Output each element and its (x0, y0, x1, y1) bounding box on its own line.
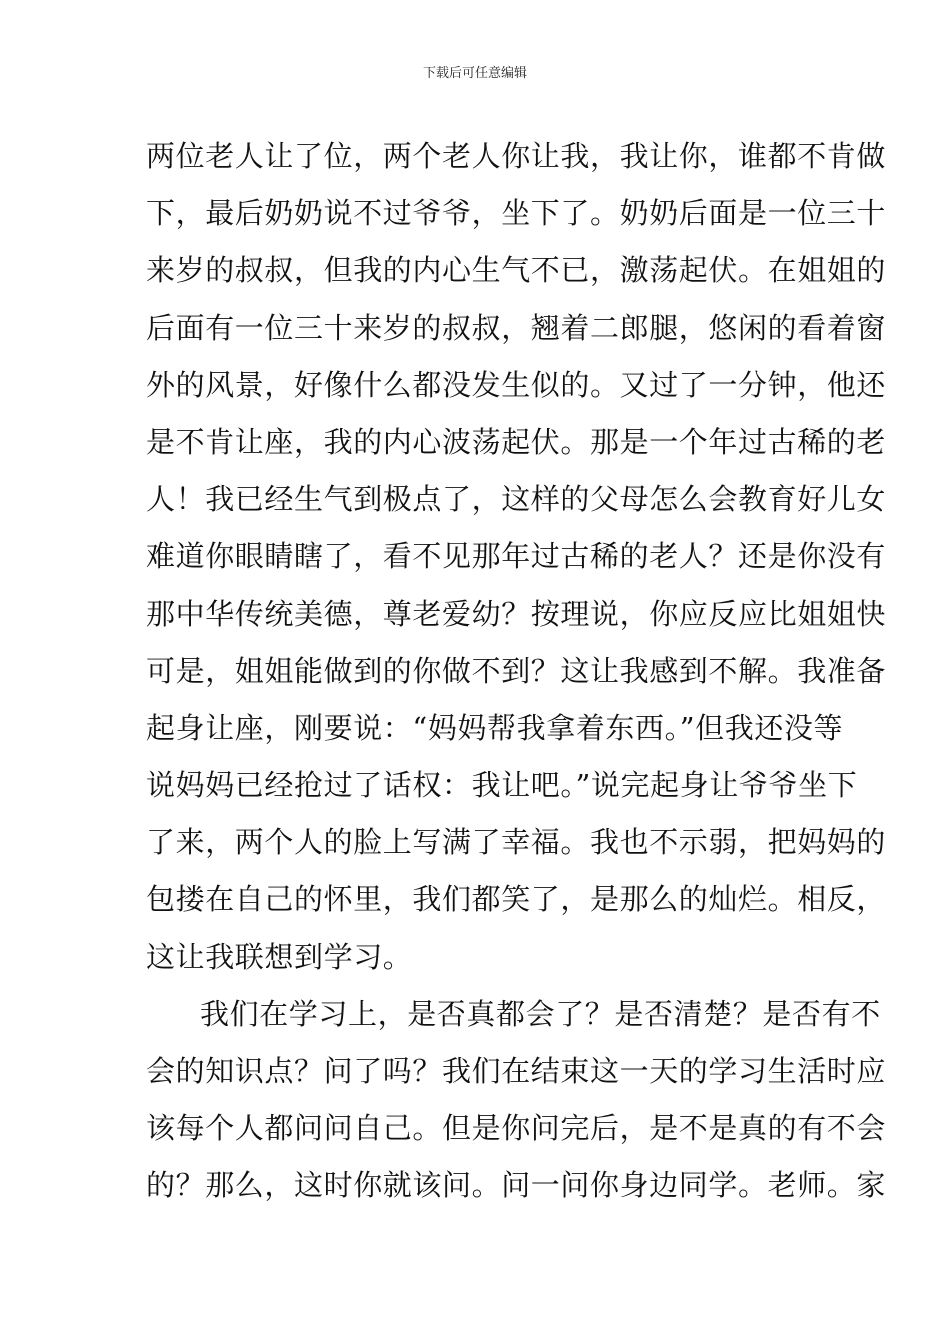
text-line: 了来，两个人的脸上写满了幸福。我也不示弱，把妈妈的 (146, 825, 887, 860)
text-line: 该每个人都问问自己。但是你问完后，是不是真的有不会 (146, 1111, 887, 1146)
text-line: 后面有一位三十来岁的叔叔，翘着二郎腿，悠闲的看着窗 (146, 310, 887, 345)
paragraph-first-line: 我们在学习上，是否真都会了？是否清楚？是否有不 (200, 996, 881, 1031)
text-line: 下，最后奶奶说不过爷爷，坐下了。奶奶后面是一位三十 (146, 196, 887, 231)
header-note: 下载后可任意编辑 (422, 66, 527, 81)
text-line: 是不肯让座，我的内心波荡起伏。那是一个年过古稀的老 (146, 424, 887, 459)
text-line: 这让我联想到学习。 (146, 939, 413, 974)
text-line: 难道你眼睛瞎了，看不见那年过古稀的老人？还是你没有 (146, 539, 887, 574)
body-text (146, 128, 887, 1215)
text-line: 来岁的叔叔，但我的内心生气不已，激荡起伏。在姐姐的 (146, 253, 887, 288)
text-line: 那中华传统美德，尊老爱幼？按理说，你应反应比姐姐快 (146, 596, 887, 631)
text-line: 人！我已经生气到极点了，这样的父母怎么会教育好儿女 (146, 482, 887, 517)
text-line: 外的风景，好像什么都没发生似的。又过了一分钟，他还 (146, 367, 887, 402)
text-line: 包搂在自己的怀里，我们都笑了，是那么的灿烂。相反， (146, 882, 887, 917)
text-line: 的？那么，这时你就该问。问一问你身边同学。老师。家 (146, 1168, 887, 1203)
text-line: 可是，姐姐能做到的你做不到？这让我感到不解。我准备 (146, 653, 887, 688)
text-line: 两位老人让了位，两个老人你让我，我让你，谁都不肯做 (146, 139, 887, 173)
text-line: 说妈妈已经抢过了话权：我让吧。”说完起身让爷爷坐下 (146, 768, 858, 803)
text-line: 会的知识点？问了吗？我们在结束这一天的学习生活时应 (146, 1054, 887, 1088)
text-line: 起身让座，刚要说：“妈妈帮我拿着东西。”但我还没等 (146, 710, 844, 745)
